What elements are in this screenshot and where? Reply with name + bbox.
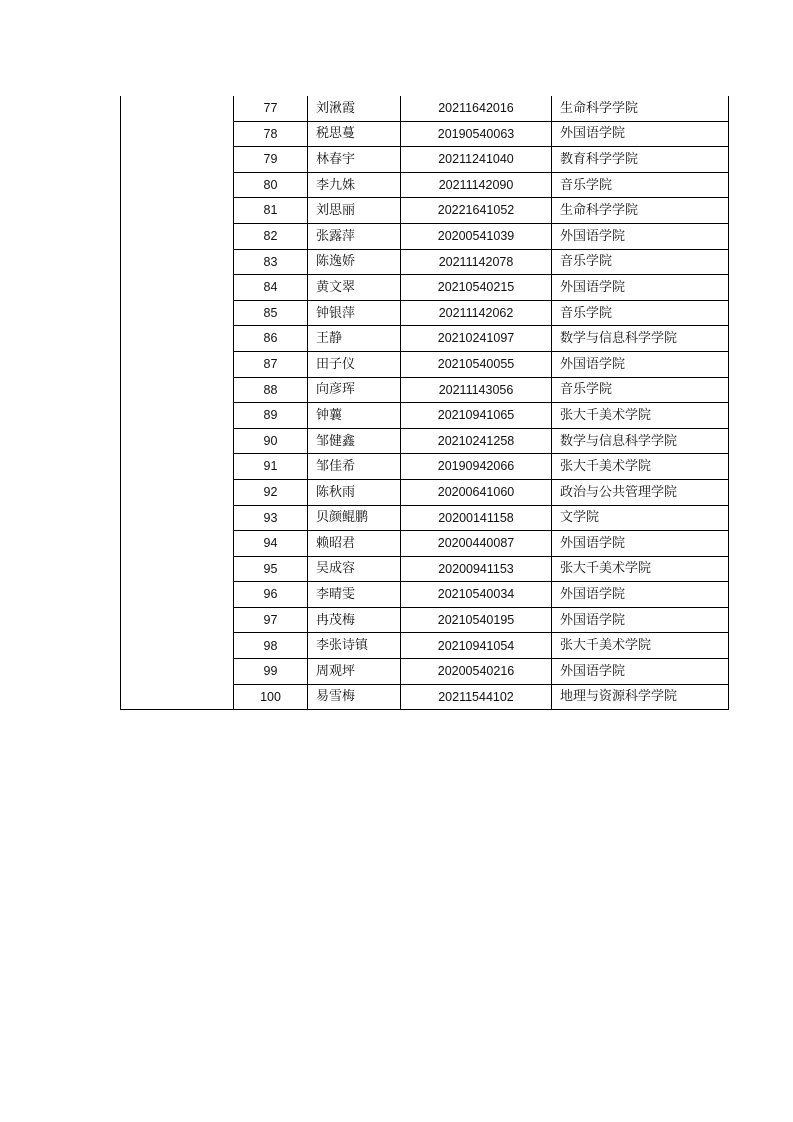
student-id-cell: 20211241040 [401, 147, 552, 173]
student-name-cell: 陈逸娇 [308, 249, 401, 275]
student-name-cell: 贝颜鲲鹏 [308, 505, 401, 531]
student-id-cell: 20200641060 [401, 479, 552, 505]
college-cell: 生命科学学院 [552, 198, 729, 224]
college-cell: 外国语学院 [552, 659, 729, 685]
college-cell: 教育科学学院 [552, 147, 729, 173]
student-id-cell: 20210540195 [401, 607, 552, 633]
student-id-cell: 20200540216 [401, 659, 552, 685]
college-cell: 音乐学院 [552, 172, 729, 198]
student-name-cell: 向彦珲 [308, 377, 401, 403]
student-id-cell: 20200541039 [401, 223, 552, 249]
row-number-cell: 87 [234, 351, 308, 377]
row-number-cell: 100 [234, 684, 308, 710]
row-number-cell: 90 [234, 428, 308, 454]
row-number-cell: 91 [234, 454, 308, 480]
student-name-cell: 钟蘘 [308, 403, 401, 429]
college-cell: 生命科学学院 [552, 96, 729, 121]
college-cell: 外国语学院 [552, 223, 729, 249]
row-number-cell: 86 [234, 326, 308, 352]
student-id-cell: 20200141158 [401, 505, 552, 531]
college-cell: 张大千美术学院 [552, 556, 729, 582]
student-name-cell: 冉茂梅 [308, 607, 401, 633]
student-id-cell: 20210540034 [401, 582, 552, 608]
row-number-cell: 83 [234, 249, 308, 275]
student-name-cell: 王静 [308, 326, 401, 352]
student-name-cell: 李张诗镇 [308, 633, 401, 659]
college-cell: 文学院 [552, 505, 729, 531]
student-id-cell: 20190540063 [401, 121, 552, 147]
student-name-cell: 吴成容 [308, 556, 401, 582]
row-number-cell: 92 [234, 479, 308, 505]
student-name-cell: 邹佳希 [308, 454, 401, 480]
row-number-cell: 94 [234, 531, 308, 557]
row-number-cell: 89 [234, 403, 308, 429]
row-number-cell: 93 [234, 505, 308, 531]
row-number-cell: 80 [234, 172, 308, 198]
row-number-cell: 97 [234, 607, 308, 633]
college-cell: 数学与信息科学学院 [552, 326, 729, 352]
student-id-cell: 20210941065 [401, 403, 552, 429]
student-id-cell: 20200440087 [401, 531, 552, 557]
student-name-cell: 税思蔓 [308, 121, 401, 147]
college-cell: 音乐学院 [552, 300, 729, 326]
student-name-cell: 黄文翠 [308, 275, 401, 301]
student-id-cell: 20211544102 [401, 684, 552, 710]
row-number-cell: 79 [234, 147, 308, 173]
row-number-cell: 99 [234, 659, 308, 685]
student-name-cell: 刘思丽 [308, 198, 401, 224]
college-cell: 外国语学院 [552, 121, 729, 147]
student-name-cell: 赖昭君 [308, 531, 401, 557]
row-number-cell: 96 [234, 582, 308, 608]
student-name-cell: 李九姝 [308, 172, 401, 198]
college-cell: 外国语学院 [552, 607, 729, 633]
row-number-cell: 77 [234, 96, 308, 121]
student-name-cell: 陈秋雨 [308, 479, 401, 505]
student-id-cell: 20211142090 [401, 172, 552, 198]
student-roster-table [120, 96, 729, 710]
college-cell: 政治与公共管理学院 [552, 479, 729, 505]
student-id-cell: 20211142078 [401, 249, 552, 275]
row-number-cell: 81 [234, 198, 308, 224]
student-name-cell: 林春宇 [308, 147, 401, 173]
row-number-cell: 85 [234, 300, 308, 326]
student-name-cell: 刘湫霞 [308, 96, 401, 121]
student-id-cell: 20211143056 [401, 377, 552, 403]
student-id-cell: 20210540055 [401, 351, 552, 377]
student-id-cell: 20210241258 [401, 428, 552, 454]
student-name-cell: 李晴雯 [308, 582, 401, 608]
student-id-cell: 20200941153 [401, 556, 552, 582]
student-name-cell: 田子仪 [308, 351, 401, 377]
college-cell: 外国语学院 [552, 582, 729, 608]
student-id-cell: 20190942066 [401, 454, 552, 480]
row-number-cell: 88 [234, 377, 308, 403]
student-id-cell: 20210941054 [401, 633, 552, 659]
student-name-cell: 钟银萍 [308, 300, 401, 326]
roster-table-body [121, 96, 729, 710]
college-cell: 张大千美术学院 [552, 403, 729, 429]
table-row [121, 96, 729, 121]
student-id-cell: 20210241097 [401, 326, 552, 352]
student-name-cell: 易雪梅 [308, 684, 401, 710]
student-id-cell: 20210540215 [401, 275, 552, 301]
student-name-cell: 周观坪 [308, 659, 401, 685]
college-cell: 地理与资源科学学院 [552, 684, 729, 710]
row-number-cell: 95 [234, 556, 308, 582]
student-id-cell: 20211642016 [401, 96, 552, 121]
student-id-cell: 20211142062 [401, 300, 552, 326]
student-name-cell: 邹健鑫 [308, 428, 401, 454]
group-merged-cell [121, 96, 234, 710]
student-name-cell: 张露萍 [308, 223, 401, 249]
college-cell: 音乐学院 [552, 249, 729, 275]
row-number-cell: 78 [234, 121, 308, 147]
row-number-cell: 82 [234, 223, 308, 249]
college-cell: 外国语学院 [552, 531, 729, 557]
college-cell: 数学与信息科学学院 [552, 428, 729, 454]
college-cell: 张大千美术学院 [552, 454, 729, 480]
student-id-cell: 20221641052 [401, 198, 552, 224]
college-cell: 外国语学院 [552, 351, 729, 377]
college-cell: 外国语学院 [552, 275, 729, 301]
college-cell: 张大千美术学院 [552, 633, 729, 659]
college-cell: 音乐学院 [552, 377, 729, 403]
row-number-cell: 98 [234, 633, 308, 659]
row-number-cell: 84 [234, 275, 308, 301]
